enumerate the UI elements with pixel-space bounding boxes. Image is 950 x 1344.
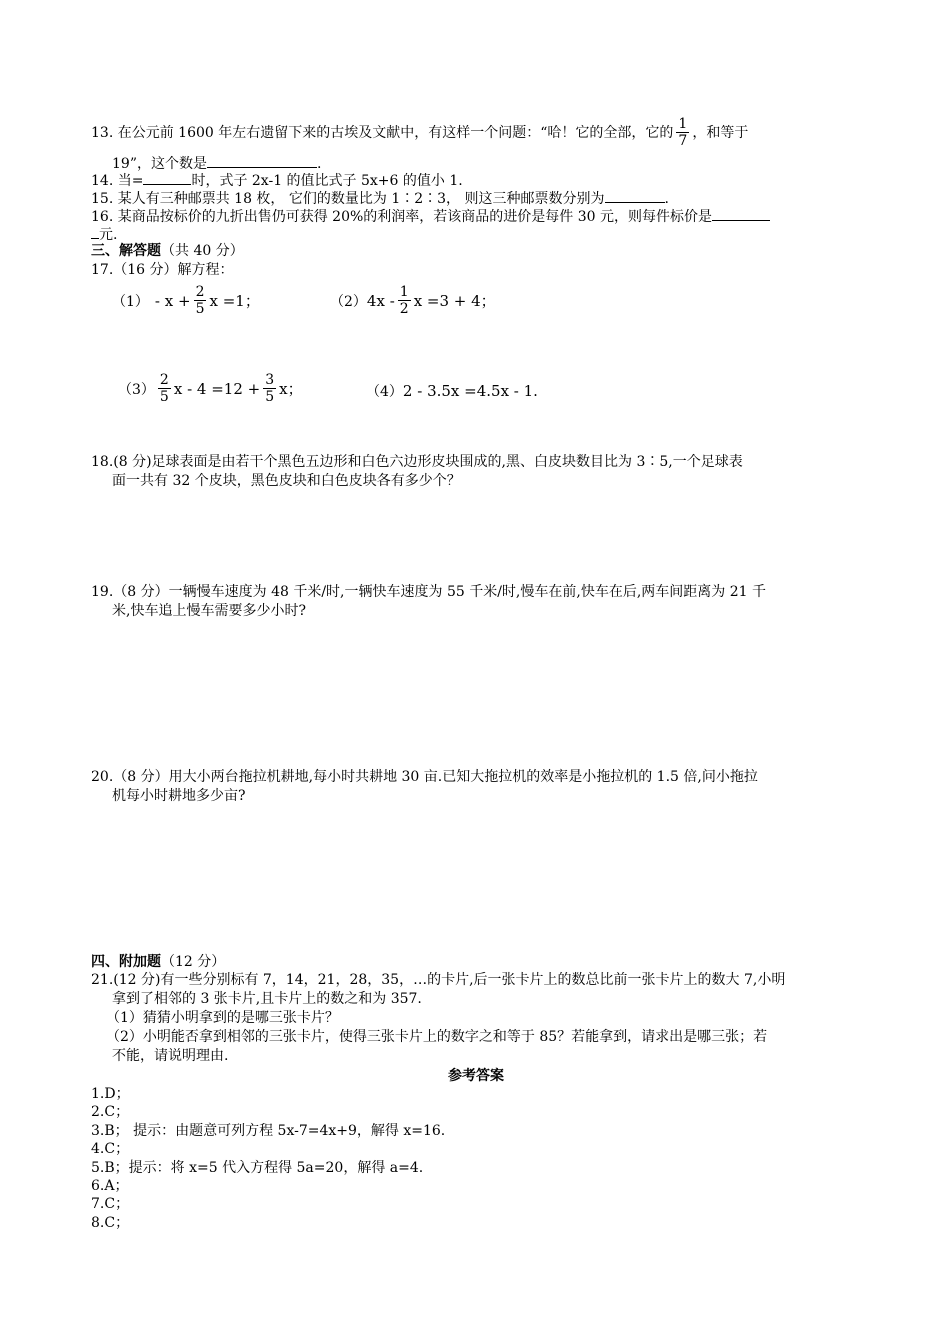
q13-text: 13. 在公元前 1600 年左右遗留下来的古埃及文献中，有这样一个问题：“哈！它的全部，它的	[91, 124, 674, 141]
answer-item: 1.D；	[91, 1086, 130, 1102]
answer-item: 2.C；	[91, 1104, 130, 1120]
answer-blank	[143, 170, 191, 185]
question-18-line2: 面一共有 32 个皮块，黑色皮块和白色皮块各有多少个？	[112, 473, 461, 489]
question-13-line2: 19”，这个数是 .	[112, 153, 882, 173]
question-17-title: 17.（16 分）解方程：	[91, 262, 234, 278]
section-4-heading: 四、附加题（12 分）	[91, 954, 226, 970]
answer-item: 6.A；	[91, 1178, 129, 1194]
question-20-line1: 20.（8 分）用大小两台拖拉机耕地,每小时共耕地 30 亩.已知大拖拉机的效率是小拖拉机的 1.5 倍,问小拖拉	[91, 769, 758, 785]
question-16-line2: 元.	[91, 224, 861, 244]
q13-fraction: $\frac{1}{7}$	[678, 116, 688, 149]
question-20-line2: 机每小时耕地多少亩?	[112, 788, 246, 804]
answer-item: 4.C；	[91, 1141, 130, 1157]
answer-item: 5.B；提示：将 x=5 代入方程得 5a=20，解得 a=4.	[91, 1160, 424, 1176]
question-19-line1: 19.（8 分）一辆慢车速度为 48 千米/时,一辆快车速度为 55 千米/时,慢车在前,快车在后,两车间距离为 21 千	[91, 584, 766, 600]
question-19-line2: 米,快车追上慢车需要多少小时?	[112, 603, 306, 619]
q13-suffix: ，和等于	[692, 124, 749, 141]
question-21-line5: 不能，请说明理由.	[112, 1048, 229, 1064]
question-15: 15. 某人有三种邮票共 18 枚， 它们的数量比为 1∶2∶3， 则这三种邮票数分别为 .	[91, 188, 861, 208]
question-16: 16. 某商品按标价的九折出售仍可获得 20%的利润率，若该商品的进价是每件 30 元，则每件标价是	[91, 206, 861, 226]
equation-4: （4） 2 - 3.5x =4.5x - 1.	[366, 382, 538, 400]
equation-1: （1） - x + $\frac{2}{5}$ x =1；	[112, 284, 260, 317]
answer-item: 3.B； 提示：由题意可列方程 5x-7=4x+9，解得 x=16.	[91, 1123, 446, 1139]
answer-item: 7.C；	[91, 1196, 130, 1212]
question-21-line1: 21.(12 分)有一些分别标有 7，14，21，28，35，…的卡片,后一张卡片上的数总比前一张卡片上的数大 7,小明	[91, 972, 786, 988]
question-21-line3: （1）猜猜小明拿到的是哪三张卡片？	[106, 1010, 339, 1026]
section-3-heading: 三、解答题（共 40 分）	[91, 243, 244, 259]
answer-blank	[605, 188, 665, 203]
equation-2: （2） 4x - $\frac{1}{2}$ x =3 + 4；	[330, 284, 496, 317]
question-18-line1: 18.(8 分)足球表面是由若干个黑色五边形和白色六边形皮块围成的,黑、白皮块数目比为 3∶5,一个足球表	[91, 454, 743, 470]
answers-title: 参考答案	[448, 1068, 504, 1084]
question-13-line1	[91, 116, 861, 149]
equation-3: （3） $\frac{2}{5}$ x - 4 =12 + $\frac{3}{5}$ x；	[118, 372, 303, 405]
question-21-line4: （2）小明能否拿到相邻的三张卡片，使得三张卡片上的数字之和等于 85？若能拿到，请求出是哪三张；若	[106, 1029, 768, 1045]
question-21-line2: 拿到了相邻的 3 张卡片,且卡片上的数之和为 357.	[112, 991, 422, 1007]
question-14: 14. 当= 时，式子 2x-1 的值比式子 5x+6 的值小 1.	[91, 170, 861, 190]
answer-blank	[712, 206, 770, 221]
answer-item: 8.C；	[91, 1215, 130, 1231]
answer-blank	[91, 224, 99, 239]
answer-blank	[207, 153, 317, 168]
